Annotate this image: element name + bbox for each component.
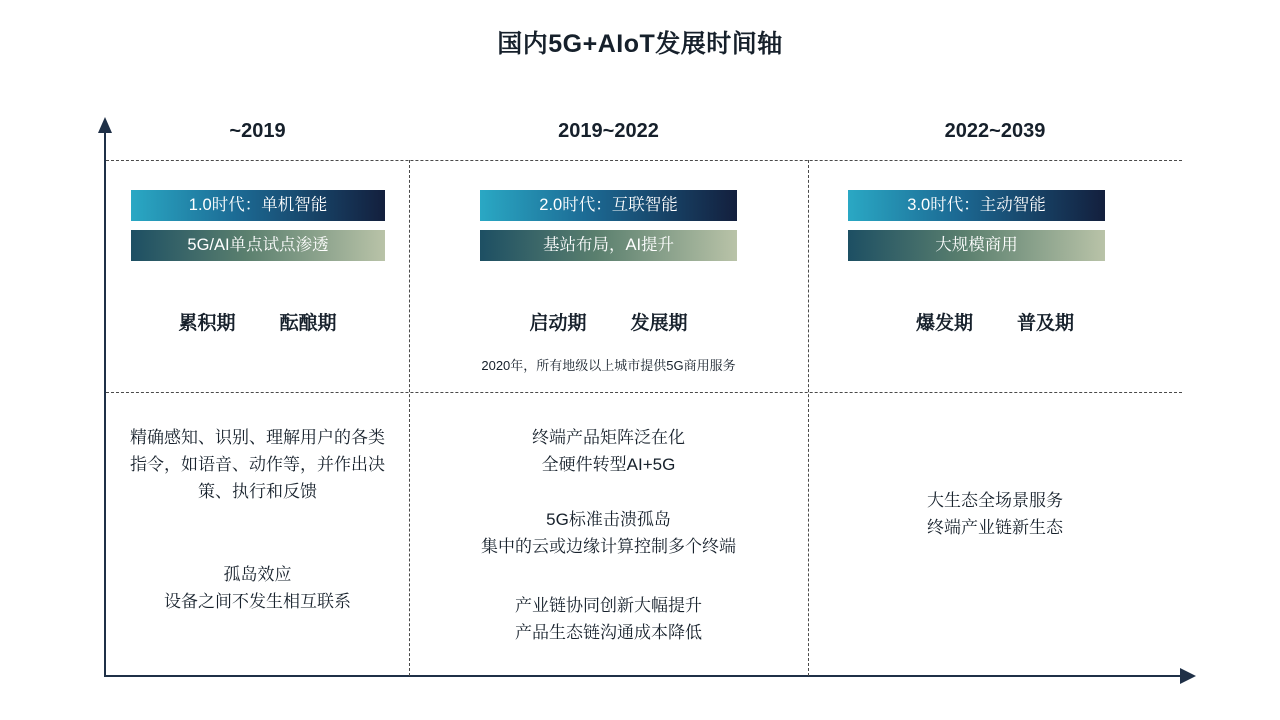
phase-label: 酝酿期 xyxy=(279,313,337,334)
milestone-note-2: 2020年，所有地级以上城市提供5G商用服务 xyxy=(481,358,736,373)
description-column-2 xyxy=(409,424,808,646)
sub-bar-1: 5G/AI单点试点渗透 xyxy=(131,230,385,261)
era-bar-1: 1.0时代：单机智能 xyxy=(131,190,385,221)
grid-line-middle xyxy=(106,392,1182,393)
description-line: 指令，如语音、动作等，并作出决 xyxy=(130,455,385,474)
phase-label: 普及期 xyxy=(1017,313,1075,334)
phase-gap xyxy=(973,308,1017,335)
description-line: 5G标准击溃孤岛 xyxy=(546,510,671,529)
phase-label: 爆发期 xyxy=(915,313,973,334)
era-bar-2: 2.0时代：互联智能 xyxy=(480,190,737,221)
description-column-1 xyxy=(106,424,409,615)
phase-gap xyxy=(236,308,280,335)
grid-line-top xyxy=(106,160,1182,161)
phase-label: 发展期 xyxy=(630,313,688,334)
description-line: 产品生态链沟通成本降低 xyxy=(515,623,702,642)
description-line: 大生态全场景服务 xyxy=(927,491,1063,510)
description-block xyxy=(409,592,808,646)
phase-labels-1 xyxy=(106,308,409,335)
grid-line-vertical-2 xyxy=(808,160,809,676)
description-line: 终端产品矩阵泛在化 xyxy=(532,428,685,447)
horizontal-axis-line xyxy=(104,675,1182,677)
phase-gap xyxy=(587,308,631,335)
phase-label: 累积期 xyxy=(178,313,236,334)
description-block xyxy=(409,424,808,478)
sub-bar-2: 基站布局，AI提升 xyxy=(480,230,737,261)
description-line: 精确感知、识别、理解用户的各类 xyxy=(130,428,385,447)
page-title: 国内5G+AIoT发展时间轴 xyxy=(497,30,783,58)
era-bar-3: 3.0时代：主动智能 xyxy=(848,190,1105,221)
phase-labels-2 xyxy=(409,308,808,335)
description-line: 产业链协同创新大幅提升 xyxy=(515,596,702,615)
description-line: 全硬件转型AI+5G xyxy=(541,455,676,474)
phase-labels-3 xyxy=(808,308,1182,335)
description-block xyxy=(106,561,409,615)
period-label-1: ~2019 xyxy=(229,120,286,142)
description-line: 设备之间不发生相互联系 xyxy=(164,592,351,611)
description-block xyxy=(808,487,1182,541)
description-block xyxy=(409,506,808,560)
description-line: 策、执行和反馈 xyxy=(198,482,317,501)
horizontal-axis-arrow-icon xyxy=(1180,668,1196,684)
description-line: 终端产业链新生态 xyxy=(927,518,1063,537)
period-label-2: 2019~2022 xyxy=(558,120,659,142)
phase-label: 启动期 xyxy=(529,313,587,334)
description-line: 孤岛效应 xyxy=(223,565,292,584)
description-column-3 xyxy=(808,487,1182,541)
period-label-3: 2022~2039 xyxy=(944,120,1046,142)
sub-bar-3: 大规模商用 xyxy=(848,230,1105,261)
description-block xyxy=(106,424,409,505)
description-line: 集中的云或边缘计算控制多个终端 xyxy=(481,537,736,556)
